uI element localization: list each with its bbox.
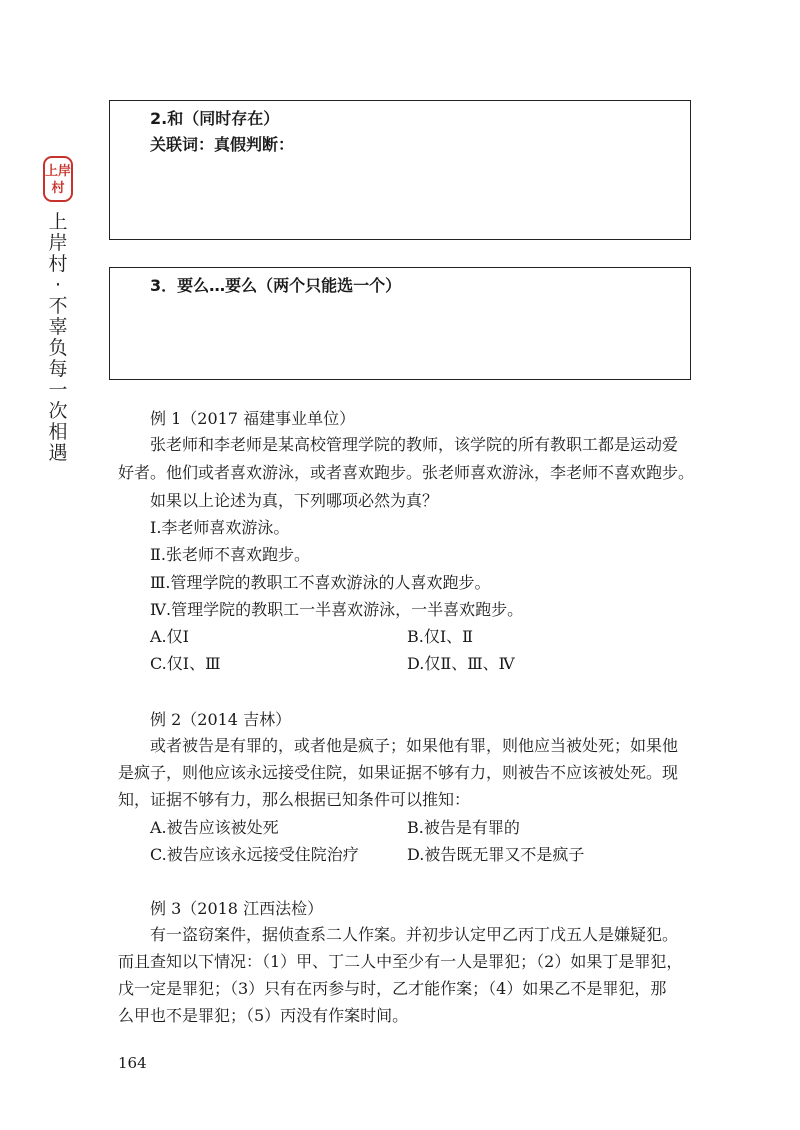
example-heading: 例 1（2017 福建事业单位） (150, 409, 356, 428)
option-c: C.仅Ⅰ、Ⅲ (150, 654, 221, 673)
option-a: A.被告应该被处死 (150, 818, 279, 837)
option-b: B.被告是有罪的 (407, 818, 520, 837)
paragraph-line: 而且查知以下情况：（1）甲、丁二人中至少有一人是罪犯；（2）如果丁是罪犯， (118, 952, 683, 971)
example-heading: 例 3（2018 江西法检） (150, 899, 324, 918)
statement: Ⅳ.管理学院的教职工一半喜欢游泳，一半喜欢跑步。 (150, 600, 524, 619)
option-b: B.仅Ⅰ、Ⅱ (407, 627, 474, 646)
paragraph-line: 好者。他们或者喜欢游泳，或者喜欢跑步。张老师喜欢游泳，李老师不喜欢跑步。 (118, 463, 695, 482)
option-d: D.仅Ⅱ、Ⅲ、Ⅳ (407, 654, 515, 673)
box-title: 3．要么…要么（两个只能选一个） (150, 276, 402, 295)
option-d: D.被告既无罪又不是疯子 (407, 845, 585, 864)
brand-slogan: 上岸村·不辜负每一次相遇 (48, 211, 68, 464)
statement: Ⅰ.李老师喜欢游泳。 (150, 518, 290, 537)
paragraph-line: 知，证据不够有力，那么根据已知条件可以推知： (118, 790, 471, 809)
example-heading: 例 2（2014 吉林） (150, 710, 292, 729)
paragraph-line: 或者被告是有罪的，或者他是疯子；如果他有罪，则他应当被处死；如果他 (150, 736, 679, 755)
box-title: 2.和（同时存在） (150, 109, 280, 128)
brand-seal: 上岸村 (43, 156, 73, 202)
statement: Ⅲ.管理学院的教职工不喜欢游泳的人喜欢跑步。 (150, 573, 491, 592)
paragraph-line: 是疯子，则他应该永远接受住院，如果证据不够有力，则被告不应该被处死。现 (118, 763, 679, 782)
option-a: A.仅Ⅰ (150, 627, 189, 646)
paragraph-line: 张老师和李老师是某高校管理学院的教师，该学院的所有教职工都是运动爱 (150, 435, 679, 454)
note-box-and (109, 100, 691, 240)
paragraph-line: 有一盗窃案件，据侦查系二人作案。并初步认定甲乙丙丁戊五人是嫌疑犯。 (150, 925, 679, 944)
statement: Ⅱ.张老师不喜欢跑步。 (150, 545, 310, 564)
box-subtitle: 关联词：真假判断： (150, 135, 295, 154)
note-box-either-or (109, 267, 691, 380)
paragraph-line: 么甲也不是罪犯；（5）丙没有作案时间。 (118, 1006, 409, 1025)
paragraph-line: 戊一定是罪犯；（3）只有在丙参与时，乙才能作案；（4）如果乙不是罪犯，那 (118, 979, 667, 998)
question-text: 如果以上论述为真，下列哪项必然为真？ (150, 491, 439, 510)
option-c: C.被告应该永远接受住院治疗 (150, 845, 359, 864)
page-number: 164 (118, 1054, 147, 1072)
